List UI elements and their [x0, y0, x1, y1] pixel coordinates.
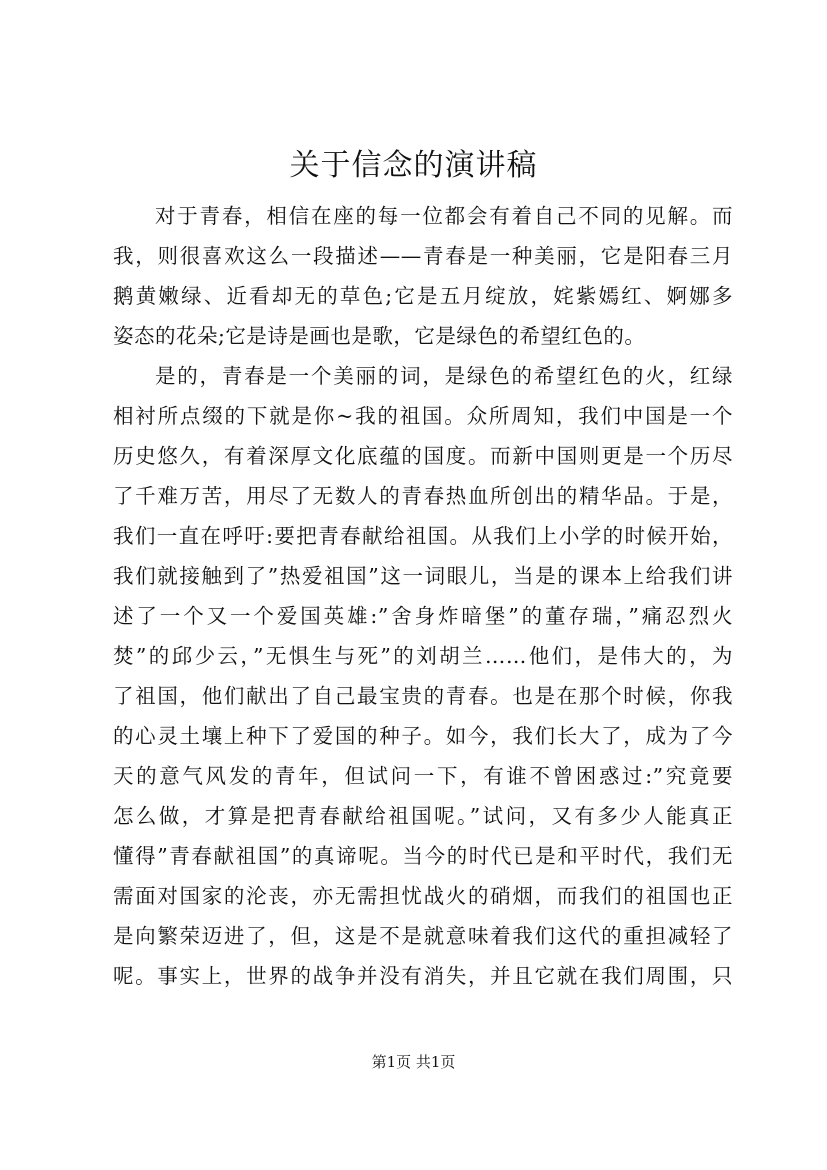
paragraph-2-line: 怎么做，才算是把青春献给祖国呢。”试问，又有多少人能真正: [113, 804, 733, 828]
document-body: [113, 196, 733, 996]
paragraph-2-line: 是的，青春是一个美丽的词，是绿色的希望红色的火，红绿: [155, 364, 733, 388]
paragraph-2-line: 天的意气风发的青年，但试问一下，有谁不曾困惑过:”究竟要: [113, 764, 733, 788]
paragraph-2-line: 焚”的邱少云，”无惧生与死”的刘胡兰……他们，是伟大的，为: [113, 644, 733, 668]
paragraph-1-line: 我，则很喜欢这么一段描述——青春是一种美丽，它是阳春三月: [113, 244, 733, 268]
paragraph-1-line: 姿态的花朵;它是诗是画也是歌，它是绿色的希望红色的。: [113, 324, 646, 348]
paragraph-2-line: 相衬所点缀的下就是你~我的祖国。众所周知，我们中国是一个: [113, 404, 733, 428]
paragraph-2-line: 了祖国，他们献出了自己最宝贵的青春。也是在那个时候，你我: [113, 684, 733, 708]
paragraph-2-line: 述了一个又一个爱国英雄:”舍身炸暗堡”的董存瑞，”痛忍烈火: [113, 604, 733, 628]
paragraph-2-line: 了千难万苦，用尽了无数人的青春热血所创出的精华品。于是，: [113, 484, 733, 508]
paragraph-2-line: 历史悠久，有着深厚文化底蕴的国度。而新中国则更是一个历尽: [113, 444, 733, 468]
paragraph-2-line: 我们就接触到了”热爱祖国”这一词眼儿，当是的课本上给我们讲: [113, 564, 733, 588]
paragraph-1-line: 对于青春，相信在座的每一位都会有着自己不同的见解。而: [155, 204, 733, 228]
page-number-footer: 第1页 共1页: [371, 1053, 456, 1071]
page-title: 关于信念的演讲稿: [289, 148, 538, 183]
paragraph-1-line: 鹅黄嫩绿、近看却无的草色;它是五月绽放，姹紫嫣红、婀娜多: [113, 284, 733, 308]
paragraph-2-line: 的心灵土壤上种下了爱国的种子。如今，我们长大了，成为了今: [113, 724, 733, 748]
paragraph-2-line: 我们一直在呼吁:要把青春献给祖国。从我们上小学的时候开始，: [113, 524, 733, 548]
paragraph-2-line: 是向繁荣迈进了，但，这是不是就意味着我们这代的重担减轻了: [113, 924, 733, 948]
paragraph-2-line: 需面对国家的沦丧，亦无需担忧战火的硝烟，而我们的祖国也正: [113, 884, 733, 908]
paragraph-2-line: 懂得”青春献祖国”的真谛呢。当今的时代已是和平时代，我们无: [113, 844, 733, 868]
paragraph-2-line: 呢。事实上，世界的战争并没有消失，并且它就在我们周围，只: [113, 964, 733, 988]
